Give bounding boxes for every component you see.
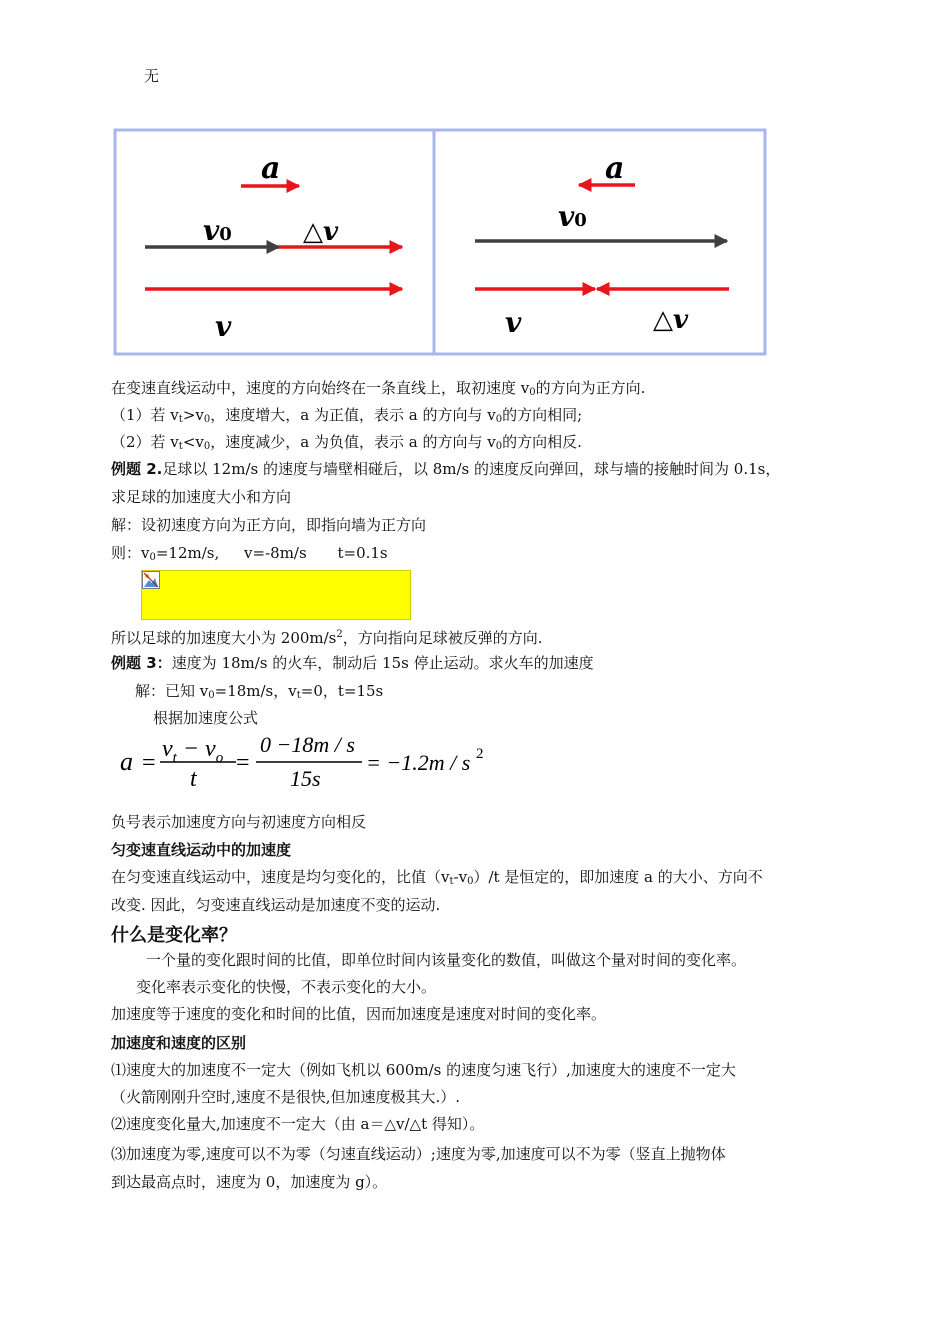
svg-text:= −1.2m / s: = −1.2m / s (366, 750, 471, 775)
example-2-result: 所以足球的加速度大小为 $200m/s^2$，方向指向足球被反弹的方向. (111, 629, 543, 647)
right-a-label: a (605, 151, 625, 186)
acceleration-formula (114, 728, 494, 794)
difference-3-line-1: ⑶加速度为零,速度可以不为零（匀速直线运动）;速度为零,加速度可以不为零（竖直上抛物体 (111, 1145, 726, 1163)
example-2-line-2: 求足球的加速度大小和方向 (111, 488, 292, 506)
example-2-line-1: 例题 2.足球以 12m/s 的速度与墙壁相碰后，以 8m/s 的速度反向弹回，球与墙的接触时间为 0.1s， (111, 460, 781, 478)
top-note: 无 (144, 67, 160, 85)
svg-text:2: 2 (476, 746, 484, 762)
difference-3-line-2: 到达最高点时，速度为 0，加速度为 g）。 (111, 1173, 388, 1191)
difference-1-line-2: （火箭刚刚升空时,速度不是很快,但加速度极其大.）. (111, 1088, 461, 1106)
difference-1-line-1: ⑴速度大的加速度不一定大（例如飞机以 600m/s 的速度匀速飞行）,加速度大的速度不一定大 (111, 1061, 736, 1079)
rate-paragraph-line-2: 变化率表示变化的快慢，不表示变化的大小。 (136, 978, 437, 996)
case-1: （1）若 $v_t>v_0$，速度增大，a 为正值，表示 a 的方向与 $v_0$的方向相同; (111, 406, 583, 425)
example-3-given: 解：已知 $v_0=18m/s$，$v_t=0$，t=15s (135, 682, 384, 701)
rate-paragraph-line-3: 加速度等于速度的变化和时间的比值，因而加速度是速度对时间的变化率。 (111, 1005, 607, 1023)
svg-text:a: a (120, 747, 133, 776)
svg-text:0 −18m / s: 0 −18m / s (260, 732, 355, 757)
heading-acceleration-vs-velocity: 加速度和速度的区别 (111, 1034, 247, 1052)
left-v-label: v (215, 310, 232, 343)
left-dv-label: △v (303, 217, 339, 247)
heading-rate-of-change: 什么是变化率？ (111, 925, 237, 946)
negative-sign-note: 负号表示加速度方向与初速度方向相反 (111, 813, 367, 831)
formula-label: 根据加速度公式 (153, 709, 259, 727)
left-a-label: a (261, 151, 281, 186)
uniform-paragraph-line-2: 改变. 因此，匀变速直线运动是加速度不变的运动. (111, 896, 441, 914)
uniform-paragraph-line-1: 在匀变速直线运动中，速度是均匀变化的，比值$(v_t-v_0)/t$ 是恒定的，即加速度 a 的大小、方向不 (111, 868, 763, 887)
difference-2: ⑵速度变化量大,加速度不一定大（由 a＝△v/△t 得知）。 (111, 1115, 485, 1133)
right-v0-label: v0 (558, 200, 587, 233)
right-v-label: v (505, 306, 522, 339)
left-v0-label: v0 (203, 214, 232, 247)
formula-image-placeholder (141, 570, 411, 620)
svg-text:=: = (142, 750, 156, 776)
example-3-question: 例题 3：速度为 18m/s 的火车，制动后 15s 停止运动。求火车的加速度 (111, 654, 594, 672)
svg-text:t: t (190, 766, 197, 792)
case-2: （2）若 $v_t<v_0$，速度减少，a 为负值，表示 a 的方向与 $v_0$的方向相反. (111, 433, 582, 452)
example-2-solution: 解：设初速度方向为正方向，即指向墙为正方向 (111, 516, 427, 534)
rate-paragraph-line-1: 一个量的变化跟时间的比值，即单位时间内该量变化的数值，叫做这个量对时间的变化率。 (146, 951, 747, 969)
svg-text:vt−vo: $v_t - v_o$ (162, 736, 224, 766)
svg-text:=: = (236, 750, 250, 776)
intro-paragraph: 在变速直线运动中，速度的方向始终在一条直线上，取初速度 $v_0$的方向为正方向. (111, 379, 646, 398)
broken-image-icon (142, 571, 160, 589)
right-dv-label: △v (653, 305, 689, 335)
svg-text:15s: 15s (290, 766, 321, 791)
velocity-acceleration-figure (113, 128, 767, 356)
heading-uniform-acceleration: 匀变速直线运动中的加速度 (111, 841, 292, 859)
example-2-given: 则：$v_0=12m/s$, v=-8m/s t=0.1s (111, 544, 388, 563)
